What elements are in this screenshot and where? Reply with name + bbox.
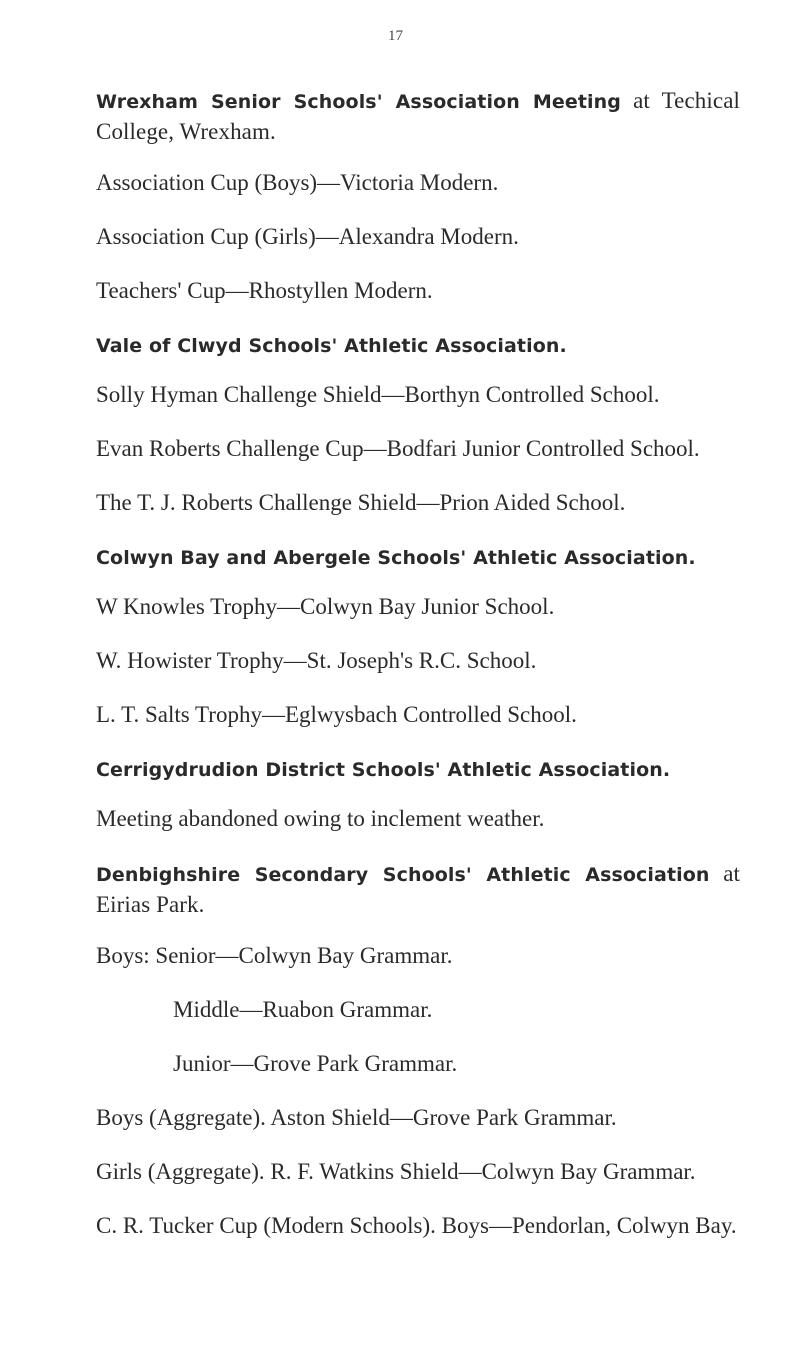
result-entry: Junior—Grove Park Grammar. — [173, 1051, 458, 1076]
result-entry: The T. J. Roberts Challenge Shield—Prion Aided School. — [96, 490, 626, 515]
result-entry: Middle—Ruabon Grammar. — [173, 997, 433, 1022]
section-heading-cerrigydrudion — [96, 755, 740, 785]
result-entry: Association Cup (Girls)—Alexandra Modern. — [96, 224, 519, 249]
result-entry: C. R. Tucker Cup (Modern Schools). Boys—Pendorlan, Colwyn Bay. — [96, 1213, 737, 1238]
result-entry: W. Howister Trophy—St. Joseph's R.C. School. — [96, 648, 537, 673]
result-entry: W Knowles Trophy—Colwyn Bay Junior School. — [96, 594, 555, 619]
heading-bold-text: Cerrigydrudion District Schools' Athletic Association. — [96, 759, 671, 781]
result-entry: L. T. Salts Trophy—Eglwysbach Controlled School. — [96, 702, 577, 727]
heading-plain-text: at Eirias Park. — [96, 861, 740, 917]
section-heading-colwyn-bay — [96, 543, 740, 573]
result-entry: Boys: Senior—Colwyn Bay Grammar. — [96, 943, 453, 968]
result-entry: Girls (Aggregate). R. F. Watkins Shield—Colwyn Bay Grammar. — [96, 1159, 696, 1184]
result-entry: Evan Roberts Challenge Cup—Bodfari Junior Controlled School. — [96, 436, 700, 461]
heading-bold-text: Vale of Clwyd Schools' Athletic Association. — [96, 335, 567, 357]
section-heading-vale-of-clwyd — [96, 331, 740, 361]
section-heading-wrexham — [96, 86, 740, 148]
heading-plain-text: at Techical College, Wrexham. — [96, 88, 740, 144]
heading-bold-text: Colwyn Bay and Abergele Schools' Athletic Association. — [96, 547, 696, 569]
heading-bold-text: Denbighshire Secondary Schools' Athletic Association — [96, 864, 710, 886]
result-entry: Teachers' Cup—Rhostyllen Modern. — [96, 278, 433, 303]
page-number: 17 — [388, 28, 403, 44]
section-heading-denbighshire — [96, 859, 740, 921]
result-entry: Meeting abandoned owing to inclement weather. — [96, 806, 545, 831]
result-entry: Solly Hyman Challenge Shield—Borthyn Controlled School. — [96, 382, 660, 407]
heading-bold-text: Wrexham Senior Schools' Association Meeting — [96, 91, 621, 113]
document-body — [96, 86, 740, 1266]
result-entry: Boys (Aggregate). Aston Shield—Grove Park Grammar. — [96, 1105, 617, 1130]
result-entry: Association Cup (Boys)—Victoria Modern. — [96, 170, 499, 195]
